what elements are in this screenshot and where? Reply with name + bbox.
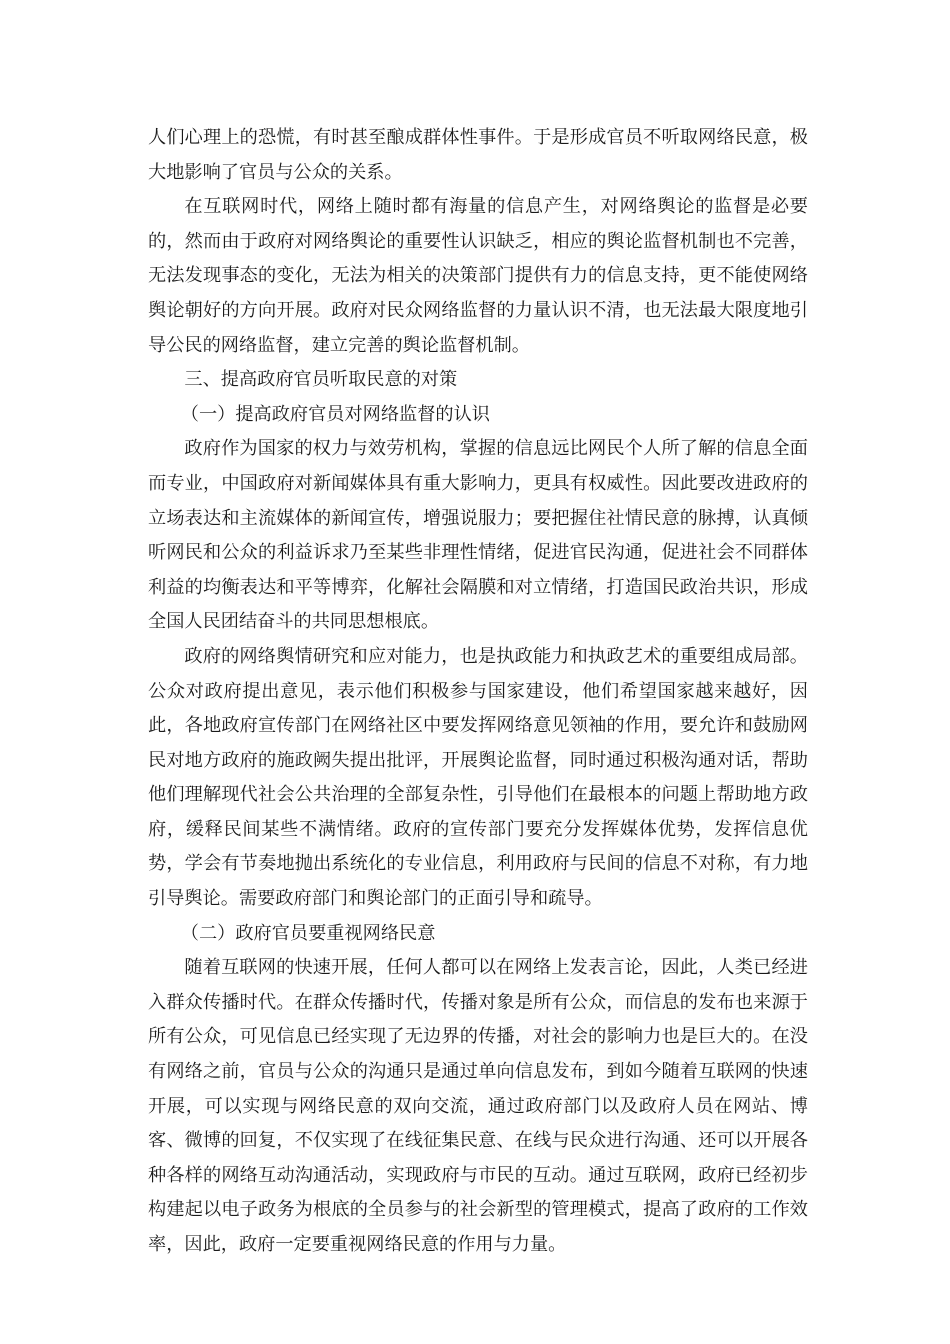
body-paragraph: 在互联网时代，网络上随时都有海量的信息产生，对网络舆论的监督是必要的，然而由于政府对网络舆论的重要性认识缺乏，相应的舆论监督机制也不完善，无法发现事态的变化，无法为相关的决策部门提供有力的信息支持，更不能使网络舆论朝好的方向开展。政府对民众网络监督的力量认识不清，也无法最大限度地引导公民的网络监督，建立完善的舆论监督机制。 [148, 196, 808, 356]
body-paragraph: 随着互联网的快速开展，任何人都可以在网络上发表言论，因此，人类已经进入群众传播时代。在群众传播时代，传播对象是所有公众，而信息的发布也来源于所有公众，可见信息已经实现了无边界的传播，对社会的影响力也是巨大的。在没有网络之前，官员与公众的沟通只是通过单向信息发布，到如今随着互联网的快速开展，可以实现与网络民意的双向交流，通过政府部门以及政府人员在网站、博客、微博的回复，不仅实现了在线征集民意、在线与民众进行沟通、还可以开展各种各样的网络互动沟通活动，实现政府与市民的互动。通过互联网，政府已经初步构建起以电子政务为根底的全员参与的社会新型的管理模式，提高了政府的工作效率，因此，政府一定要重视网络民意的作用与力量。 [148, 957, 808, 1255]
subsection-heading: （二）政府官员要重视网络民意 [180, 922, 436, 944]
subsection-heading: （一）提高政府官员对网络监督的认识 [180, 403, 490, 425]
body-paragraph: 政府作为国家的权力与效劳机构，掌握的信息远比网民个人所了解的信息全面而专业，中国政府对新闻媒体具有重大影响力，更具有权威性。因此要改进政府的立场表达和主流媒体的新闻宣传，增强说服力；要把握住社情民意的脉搏，认真倾听网民和公众的利益诉求乃至某些非理性情绪，促进官民沟通，促进社会不同群体利益的均衡表达和平等博弈，化解社会隔膜和对立情绪，打造国民政治共识，形成全国人民团结奋斗的共同思想根底。 [148, 438, 808, 633]
body-paragraph: 政府的网络舆情研究和应对能力，也是执政能力和执政艺术的重要组成局部。公众对政府提出意见，表示他们积极参与国家建设，他们希望国家越来越好，因此，各地政府宣传部门在网络社区中要发挥网络意见领袖的作用，要允许和鼓励网民对地方政府的施政阙失提出批评，开展舆论监督，同时通过积极沟通对话，帮助他们理解现代社会公共治理的全部复杂性，引导他们在最根本的问题上帮助地方政府，缓释民间某些不满情绪。政府的宣传部门要充分发挥媒体优势，发挥信息优势，学会有节奏地抛出系统化的专业信息，利用政府与民间的信息不对称，有力地引导舆论。需要政府部门和舆论部门的正面引导和疏导。 [148, 645, 808, 910]
section-heading: 三、提高政府官员听取民意的对策 [184, 369, 458, 391]
continuation-paragraph: 人们心理上的恐慌，有时甚至酿成群体性事件。于是形成官员不听取网络民意，极大地影响了官员与公众的关系。 [148, 127, 808, 183]
document-body [148, 121, 808, 1263]
